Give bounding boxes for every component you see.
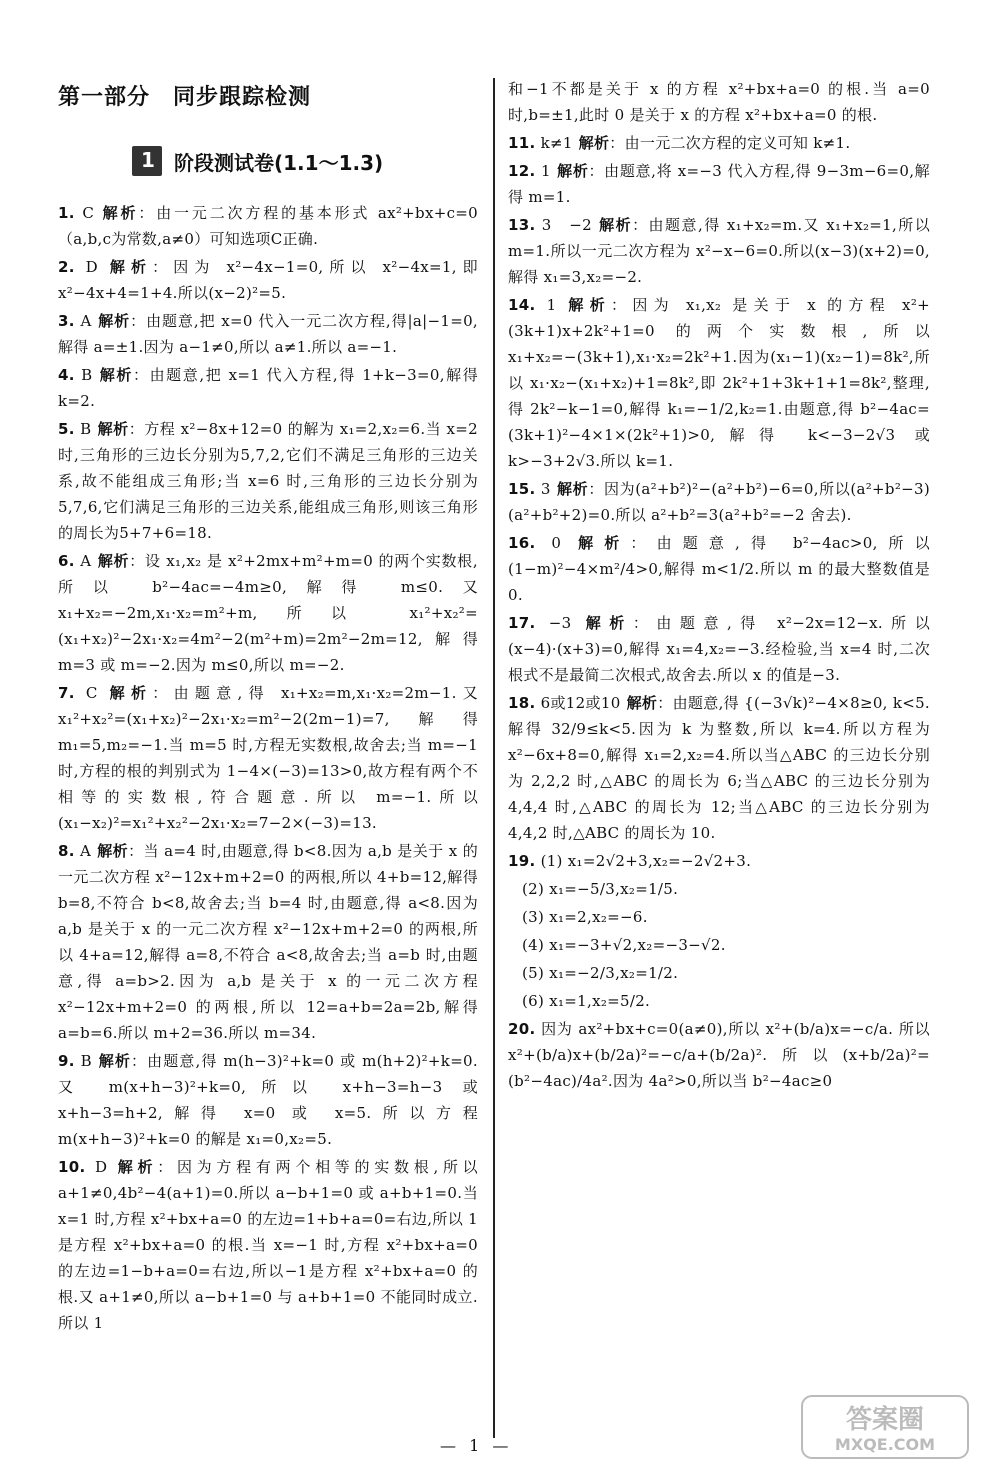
item-answer: B (81, 366, 93, 384)
part-title: 第一部分 同步跟踪检测 (58, 85, 312, 110)
item-answer: −3 (548, 614, 572, 632)
item-answer: 1 (546, 296, 557, 314)
analysis-label: 解析 (97, 842, 129, 860)
item-number: 15. (508, 480, 536, 498)
analysis-label: 解析 (100, 204, 139, 222)
item-number: 13. (508, 216, 536, 234)
answer-item (508, 932, 930, 958)
item-number: 1. (58, 204, 75, 222)
section-badge-icon (132, 146, 162, 176)
answer-item: 8. A 解析：当 a=4 时,由题意,得 b<8.因为 a,b 是关于 x 的一元二次方程 x²−12x+m+2=0 的两根,所以 4+b=12,解得 b=8,不符合 b<8,故舍去;当 b=4 时,由题意,得 a<8.因为 a,b 是关于 x 的一元二次方程 x²−12x+m+2=0 的两根,所以 4+a=12,解得 a=8,不符合 a<8,故舍去;当 a=b 时,由题意,得 a=b>2.因为 a,b 是关于 x 的一元二次方程 x²−12x+m+2=0 的两根,所以 12=a+b=2a=2b,解得 a=b=6.所以 m+2=36.所以 m=34. (58, 842, 478, 1042)
item-answer: C (85, 684, 98, 702)
item-answer: 3 (540, 480, 551, 498)
item-answer: D (94, 1158, 108, 1176)
analysis-label: 解析 (113, 1158, 158, 1176)
answer-item: 7. C 解析：由题意,得 x₁+x₂=m,x₁·x₂=2m−1.又 x₁²+x₂²=(x₁+x₂)²−2x₁·x₂=m²−2(2m−1)=7,解得 m₁=5,m₂=−1.当 m=5 时,方程无实数根,故舍去;当 m=−1 时,方程的根的判别式为 1−4×(−3)=13>0,故方程有两个不相等的实数根,符合题意.所以 m=−1.所以(x₁−x₂)²=x₁²+x₂²−2x₁·x₂=7−2×(−3)=13. (58, 684, 478, 832)
item-answer: 0 (551, 534, 562, 552)
analysis-label: 解析 (97, 312, 131, 330)
item-text: 因为 x²−4x−1=0,所以 x²−4x=1,即 x²−4x+4=1+4.所以(x−2)²=5. (58, 258, 478, 302)
analysis-label: 解析 (578, 134, 610, 152)
analysis-label: 解析 (626, 694, 658, 712)
answer-item (508, 988, 930, 1014)
answer-item: 16. 0 解析：由题意,得 b²−4ac>0,所以(1−m)²−4×m²/4>0,解得 m<1/2.所以 m 的最大整数值是 0. (508, 534, 930, 604)
item-number: 7. (58, 684, 75, 702)
item-number: 17. (508, 614, 536, 632)
item-answer: 3 −2 (541, 216, 592, 234)
answer-item: 5. B 解析：方程 x²−8x+12=0 的解为 x₁=2,x₂=6.当 x=2 时,三角形的三边长分别为5,7,2,它们不满足三角形的三边关系,故不能组成三角形;当 x=6 时,三角形的三边长分别为5,7,6,它们满足三角形的三边关系,能组成三角形,则该三角形的周长为5+7+6=18. (58, 420, 478, 542)
item-text: 方程 x²−8x+12=0 的解为 x₁=2,x₂=6.当 x=2 时,三角形的三边长分别为5,7,2,它们不满足三角形的三边关系,故不能组成三角形;当 x=6 时,三角形的三边长分别为5,7,6,它们满足三角形的三边关系,能组成三角形,则该三角形的周长为5+7+6=18. (58, 420, 478, 542)
answer-item: 2. D 解析：因为 x²−4x−1=0,所以 x²−4x=1,即 x²−4x+4=1+4.所以(x−2)²=5. (58, 258, 478, 302)
item-answer: k≠1 (540, 134, 573, 152)
svg-text:答案圈: 答案圈 (845, 1405, 925, 1435)
item-text: 由题意,把 x=0 代入一元二次方程,得|a|−1=0,解得 a=±1.因为 a−1≠0,所以 a≠1.所以 a=−1. (58, 312, 478, 356)
section-heading (132, 146, 383, 176)
analysis-label: 解析 (577, 614, 633, 632)
analysis-label: 解析 (556, 480, 589, 498)
answer-item: 13. 3 −2 解析：由题意,得 x₁+x₂=m.又 x₁+x₂=1,所以 m=1.所以一元二次方程为 x²−x−6=0.所以(x−3)(x+2)=0,解得 x₁=3,x₂=−2. (508, 216, 930, 286)
answer-item: 6. A 解析：设 x₁,x₂ 是 x²+2mx+m²+m=0 的两个实数根,所以 b²−4ac=−4m≥0,解得 m≤0.又 x₁+x₂=−2m,x₁·x₂=m²+m,所以 x₁²+x₂²=(x₁+x₂)²−2x₁·x₂=4m²−2(m²+m)=2m²−2m=12,解得 m=3 或 m=−2.因为 m≤0,所以 m=−2. (58, 552, 478, 674)
item-text: (4) x₁=−3+√2,x₂=−3−√2. (522, 936, 726, 954)
answer-item: 1. C 解析：由一元二次方程的基本形式 ax²+bx+c=0（a,b,c为常数,a≠0）可知选项C正确. (58, 204, 478, 248)
item-answer: 1 (540, 162, 551, 180)
item-text: (2) x₁=−5/3,x₂=1/5. (522, 880, 679, 898)
item-number: 11. (508, 134, 536, 152)
analysis-label: 解析 (104, 258, 153, 276)
answer-item (508, 960, 930, 986)
left-answer-list (58, 200, 478, 1338)
analysis-label: 解析 (97, 1052, 132, 1070)
item-text: 因为(a²+b²)²−(a²+b²)−6=0,所以(a²+b²−3)(a²+b²+2)=0.所以 a²+b²=3(a²+b²=−2 舍去). (508, 480, 930, 524)
item-text: 由题意,得 b²−4ac>0,所以(1−m)²−4×m²/4>0,解得 m<1/2.所以 m 的最大整数值是 0. (508, 534, 930, 604)
analysis-label: 解析 (562, 296, 612, 314)
analysis-label: 解析 (103, 684, 153, 702)
item-text: 由题意,得 m(h−3)²+k=0 或 m(h+2)²+k=0.又 m(x+h−3)²+k=0,所以 x+h−3=h−3 或 x+h−3=h+2,解得 x=0 或 x=5.所以方程 m(x+h−3)²+k=0 的解是 x₁=0,x₂=5. (58, 1052, 478, 1148)
analysis-label: 解析 (97, 552, 130, 570)
section-title: 阶段测试卷(1.1～1.3) (174, 150, 384, 175)
answer-item (508, 848, 930, 874)
item-text: 由题意,得 x²−2x=12−x.所以(x−4)·(x+3)=0,解得 x₁=4,x₂=−3.经检验,当 x=4 时,二次根式不是最简二次根式,故舍去.所以 x 的值是−3. (508, 614, 930, 684)
item-answer: A (80, 552, 92, 570)
item-answer: B (80, 1052, 92, 1070)
answer-item: 3. A 解析：由题意,把 x=0 代入一元二次方程,得|a|−1=0,解得 a=±1.因为 a−1≠0,所以 a≠1.所以 a=−1. (58, 312, 478, 356)
answer-item: 10. D 解析：因为方程有两个相等的实数根,所以 a+1≠0,4b²−4(a+1)=0.所以 a−b+1=0 或 a+b+1=0.当 x=1 时,方程 x²+bx+a=0 的左边=1+b+a=0=右边,所以 1 是方程 x²+bx+a=0 的根.当 x=−1 时,方程 x²+bx+a=0 的左边=1−b+a=0=右边,所以−1是方程 x²+bx+a=0 的根.又 a+1≠0,所以 a−b+1=0 与 a+b+1=0 不能同时成立.所以 1 (58, 1158, 478, 1332)
item-text: 由题意,将 x=−3 代入方程,得 9−3m−6=0,解得 m=1. (508, 162, 930, 206)
item-number: 6. (58, 552, 75, 570)
item-answer: C (82, 204, 95, 222)
item-answer: A (79, 842, 92, 860)
column-divider (493, 78, 495, 1438)
analysis-label: 解析 (567, 534, 631, 552)
item-text: (1) x₁=2√2+3,x₂=−2√2+3. (540, 852, 752, 870)
analysis-label: 解析 (597, 216, 633, 234)
right-answer-list (508, 76, 930, 1096)
item-number: 2. (58, 258, 75, 276)
item-text: 由一元二次方程的基本形式 ax²+bx+c=0（a,b,c为常数,a≠0）可知选项C正确. (58, 204, 478, 248)
item-text: 由一元二次方程的定义可知 k≠1. (624, 134, 851, 152)
item-text: 由题意,把 x=1 代入方程,得 1+k−3=0,解得 k=2. (58, 366, 478, 410)
item-number: 20. (508, 1020, 536, 1038)
answer-item (508, 1016, 930, 1094)
item-text: (6) x₁=1,x₂=5/2. (522, 992, 651, 1010)
item-number: 3. (58, 312, 75, 330)
item-text: (3) x₁=2,x₂=−6. (522, 908, 648, 926)
item-answer: 6或12或10 (540, 694, 621, 712)
item-answer: D (85, 258, 98, 276)
analysis-label: 解析 (97, 420, 129, 438)
watermark-logo (800, 1394, 970, 1460)
answer-item: 9. B 解析：由题意,得 m(h−3)²+k=0 或 m(h+2)²+k=0.又 m(x+h−3)²+k=0,所以 x+h−3=h−3 或 x+h−3=h+2,解得 x=0 或 x=5.所以方程 m(x+h−3)²+k=0 的解是 x₁=0,x₂=5. (58, 1052, 478, 1148)
answer-item: 12. 1 解析：由题意,将 x=−3 代入方程,得 9−3m−6=0,解得 m=1. (508, 162, 930, 206)
answer-item: 15. 3 解析：因为(a²+b²)²−(a²+b²)−6=0,所以(a²+b²−3)(a²+b²+2)=0.所以 a²+b²=3(a²+b²=−2 舍去). (508, 480, 930, 524)
item-number: 5. (58, 420, 75, 438)
analysis-label: 解析 (556, 162, 589, 180)
item-number: 18. (508, 694, 536, 712)
answer-item (508, 876, 930, 902)
item-text: 由题意,得 {(−3√k)²−4×8≥0, k<5. 解得 32/9≤k<5.因为 k 为整数,所以 k=4.所以方程为 x²−6x+8=0,解得 x₁=2,x₂=4.所以当△ABC 的三边长分别为 2,2,2 时,△ABC 的周长为 6;当△ABC 的三边长分别为 4,4,4 时,△ABC 的周长为 12;当△ABC 的三边长分别为 4,4,2 时,△ABC 的周长为 10. (508, 694, 931, 842)
item-number: 9. (58, 1052, 75, 1070)
answer-item (508, 76, 930, 128)
svg-text:MXQE.COM: MXQE.COM (834, 1435, 936, 1454)
item-number: 4. (58, 366, 75, 384)
item-number: 10. (58, 1158, 86, 1176)
item-text: 当 a=4 时,由题意,得 b<8.因为 a,b 是关于 x 的一元二次方程 x²−12x+m+2=0 的两根,所以 4+b=12,解得 b=8,不符合 b<8,故舍去;当 b=4 时,由题意,得 a<8.因为 a,b 是关于 x 的一元二次方程 x²−12x+m+2=0 的两根,所以 4+a=12,解得 a=8,不符合 a<8,故舍去;当 a=b 时,由题意,得 a=b>2.因为 a,b 是关于 x 的一元二次方程 x²−12x+m+2=0 的两根,所以 12=a+b=2a=2b,解得 a=b=6.所以 m+2=36.所以 m=34. (58, 842, 478, 1042)
answer-item (508, 904, 930, 930)
item-text: 和−1不都是关于 x 的方程 x²+bx+a=0 的根.当 a=0 时,b=±1,此时 0 是关于 x 的方程 x²+bx+a=0 的根. (508, 80, 930, 124)
item-number: 12. (508, 162, 536, 180)
answer-item: 4. B 解析：由题意,把 x=1 代入方程,得 1+k−3=0,解得 k=2. (58, 366, 478, 410)
item-text: 因为方程有两个相等的实数根,所以 a+1≠0,4b²−4(a+1)=0.所以 a−b+1=0 或 a+b+1=0.当 x=1 时,方程 x²+bx+a=0 的左边=1+b+a=0=右边,所以 1 是方程 x²+bx+a=0 的根.当 x=−1 时,方程 x²+bx+a=0 的左边=1−b+a=0=右边,所以−1是方程 x²+bx+a=0 的根.又 a+1≠0,所以 a−b+1=0 与 a+b+1=0 不能同时成立.所以 1 (58, 1158, 478, 1332)
item-text: 设 x₁,x₂ 是 x²+2mx+m²+m=0 的两个实数根,所以 b²−4ac=−4m≥0,解得 m≤0.又 x₁+x₂=−2m,x₁·x₂=m²+m,所以 x₁²+x₂²=(x₁+x₂)²−2x₁·x₂=4m²−2(m²+m)=2m²−2m=12,解得 m=3 或 m=−2.因为 m≤0,所以 m=−2. (58, 552, 478, 674)
answer-item: 17. −3 解析：由题意,得 x²−2x=12−x.所以(x−4)·(x+3)=0,解得 x₁=4,x₂=−3.经检验,当 x=4 时,二次根式不是最简二次根式,故舍去.所以 x 的值是−3. (508, 614, 930, 684)
item-number: 14. (508, 296, 536, 314)
answer-item: 18. 6或12或10 解析：由题意,得 {(−3√k)²−4×8≥0, k<5. 解得 32/9≤k<5.因为 k 为整数,所以 k=4.所以方程为 x²−6x+8=0,解得 x₁=2,x₂=4.所以当△ABC 的三边长分别为 2,2,2 时,△ABC 的周长为 6;当△ABC 的三边长分别为 4,4,4 时,△ABC 的周长为 12;当△ABC 的三边长分别为 4,4,2 时,△ABC 的周长为 10. (508, 694, 931, 842)
item-number: 16. (508, 534, 536, 552)
item-number: 19. (508, 852, 536, 870)
item-text: 因为 ax²+bx+c=0(a≠0),所以 x²+(b/a)x=−c/a. 所以 x²+(b/a)x+(b/2a)²=−c/a+(b/2a)².所以(x+b/2a)²=(b²−4ac)/4a².因为 4a²>0,所以当 b²−4ac≥0 (508, 1020, 930, 1090)
answer-item: 11. k≠1 解析：由一元二次方程的定义可知 k≠1. (508, 134, 851, 152)
item-answer: A (80, 312, 92, 330)
item-answer: B (80, 420, 92, 438)
item-text: (5) x₁=−2/3,x₂=1/2. (522, 964, 679, 982)
item-text: 由题意,得 x₁+x₂=m.又 x₁+x₂=1,所以 m=1.所以一元二次方程为 x²−x−6=0.所以(x−3)(x+2)=0,解得 x₁=3,x₂=−2. (508, 216, 930, 286)
item-text: 由题意,得 x₁+x₂=m,x₁·x₂=2m−1.又 x₁²+x₂²=(x₁+x₂)²−2x₁·x₂=m²−2(2m−1)=7,解得 m₁=5,m₂=−1.当 m=5 时,方程无实数根,故舍去;当 m=−1 时,方程的根的判别式为 1−4×(−3)=13>0,故方程有两个不相等的实数根,符合题意.所以 m=−1.所以(x₁−x₂)²=x₁²+x₂²−2x₁·x₂=7−2×(−3)=13. (58, 684, 478, 832)
analysis-label: 解析 (98, 366, 133, 384)
answer-item: 14. 1 解析：因为 x₁,x₂ 是关于 x 的方程 x²+(3k+1)x+2k²+1=0 的两个实数根,所以 x₁+x₂=−(3k+1),x₁·x₂=2k²+1.因为(x₁−1)(x₂−1)=8k²,所以 x₁·x₂−(x₁+x₂)+1=8k²,即 2k²+1+3k+1+1=8k²,整理,得 2k²−k−1=0,解得 k₁=−1/2,k₂=1.由题意,得 b²−4ac=(3k+1)²−4×1×(2k²+1)>0,解得 k<−3−2√3 或 k>−3+2√3.所以 k=1. (508, 296, 930, 470)
page-number: — 1 — (440, 1436, 513, 1455)
item-text: 因为 x₁,x₂ 是关于 x 的方程 x²+(3k+1)x+2k²+1=0 的两个实数根,所以 x₁+x₂=−(3k+1),x₁·x₂=2k²+1.因为(x₁−1)(x₂−1)=8k²,所以 x₁·x₂−(x₁+x₂)+1=8k²,即 2k²+1+3k+1+1=8k²,整理,得 2k²−k−1=0,解得 k₁=−1/2,k₂=1.由题意,得 b²−4ac=(3k+1)²−4×1×(2k²+1)>0,解得 k<−3−2√3 或 k>−3+2√3.所以 k=1. (508, 296, 930, 470)
item-number: 8. (58, 842, 75, 860)
